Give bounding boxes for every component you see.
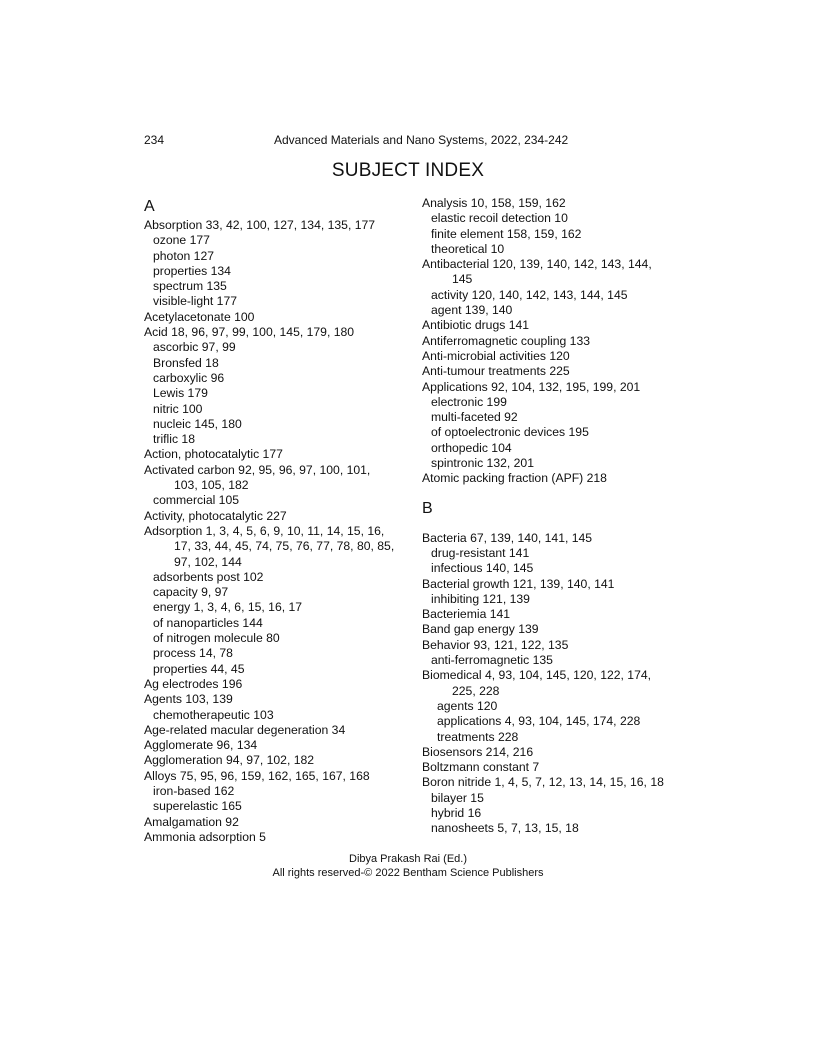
index-subentry: process 14, 78 — [153, 646, 233, 661]
index-subentry: carboxylic 96 — [153, 370, 225, 385]
footer-editor: Dibya Prakash Rai (Ed.) — [349, 853, 467, 865]
index-entry: Amalgamation 92 — [144, 814, 239, 829]
index-entry: Bacteria 67, 139, 140, 141, 145 — [422, 530, 593, 545]
index-subentry: iron-based 162 — [153, 783, 235, 798]
index-entry: Anti-tumour treatments 225 — [422, 364, 570, 379]
index-entry-continuation: 225, 228 — [452, 683, 500, 698]
index-subentry: visible-light 177 — [153, 294, 238, 309]
index-subentry: nucleic 145, 180 — [153, 416, 242, 431]
index-entry: Ammonia adsorption 5 — [144, 829, 266, 844]
index-entry: Activated carbon 92, 95, 96, 97, 100, 101, — [144, 462, 371, 477]
index-entry: Boltzmann constant 7 — [422, 760, 540, 775]
index-subentry: ozone 177 — [153, 233, 210, 248]
index-entry: Acetylacetonate 100 — [144, 309, 255, 324]
index-entry: Applications 92, 104, 132, 195, 199, 201 — [422, 379, 641, 394]
index-subentry: nitric 100 — [153, 401, 203, 416]
index-section-letter: B — [422, 499, 433, 517]
index-subentry: nanosheets 5, 7, 13, 15, 18 — [431, 821, 579, 836]
page-number: 234 — [144, 133, 165, 147]
index-entry: Atomic packing fraction (APF) 218 — [422, 471, 607, 486]
index-entry: Action, photocatalytic 177 — [144, 447, 283, 462]
index-subentry: activity 120, 140, 142, 143, 144, 145 — [431, 287, 628, 302]
index-subentry: of nanoparticles 144 — [153, 615, 263, 630]
index-subentry: agents 120 — [437, 698, 498, 713]
index-column-left — [144, 196, 412, 845]
index-subentry: spintronic 132, 201 — [431, 456, 534, 471]
index-subentry: anti-ferromagnetic 135 — [431, 653, 553, 668]
index-subentry: spectrum 135 — [153, 279, 227, 294]
index-subentry: Bronsfed 18 — [153, 355, 219, 370]
index-entry: Anti-microbial activities 120 — [422, 348, 570, 363]
index-entry: Antibiotic drugs 141 — [422, 318, 530, 333]
index-subentry: theoretical 10 — [431, 241, 505, 256]
index-subentry: hybrid 16 — [431, 805, 482, 820]
index-subentry: elastic recoil detection 10 — [431, 211, 568, 226]
index-subentry: ascorbic 97, 99 — [153, 340, 236, 355]
index-entry: Alloys 75, 95, 96, 159, 162, 165, 167, 168 — [144, 768, 370, 783]
index-entry: Agglomeration 94, 97, 102, 182 — [144, 753, 315, 768]
index-entry: Age-related macular degeneration 34 — [144, 722, 346, 737]
index-entry: Adsorption 1, 3, 4, 5, 6, 9, 10, 11, 14, 15, 16, — [144, 523, 385, 538]
index-subentry: infectious 140, 145 — [431, 561, 534, 576]
index-subentry: treatments 228 — [437, 729, 519, 744]
index-entry: Boron nitride 1, 4, 5, 7, 12, 13, 14, 15, 16, 18 — [422, 775, 664, 790]
index-subentry: chemotherapeutic 103 — [153, 707, 274, 722]
index-entry: Bacteriemia 141 — [422, 607, 511, 622]
index-entry: Agglomerate 96, 134 — [144, 738, 258, 753]
index-subentry: triflic 18 — [153, 432, 195, 447]
index-entry: Biomedical 4, 93, 104, 145, 120, 122, 174, — [422, 668, 652, 683]
index-column-right — [422, 196, 682, 837]
index-subentry: superelastic 165 — [153, 799, 242, 814]
index-spacer — [422, 520, 682, 531]
page-title: SUBJECT INDEX — [331, 160, 485, 181]
running-title: Advanced Materials and Nano Systems, 2022, 234-242 — [274, 133, 569, 147]
footer-rights: All rights reserved-© 2022 Bentham Science Publishers — [272, 867, 544, 879]
index-subentry: energy 1, 3, 4, 6, 15, 16, 17 — [153, 600, 303, 615]
index-subentry: photon 127 — [153, 248, 214, 263]
index-entry: Absorption 33, 42, 100, 127, 134, 135, 177 — [144, 218, 376, 232]
index-subentry: Lewis 179 — [153, 386, 208, 401]
index-entry-continuation: 17, 33, 44, 45, 74, 75, 76, 77, 78, 80, 85, — [174, 539, 395, 554]
index-entry-continuation: 97, 102, 144 — [174, 554, 242, 569]
index-subentry: applications 4, 93, 104, 145, 174, 228 — [437, 714, 641, 729]
index-subentry: orthopedic 104 — [431, 440, 512, 455]
index-entry: Bacterial growth 121, 139, 140, 141 — [422, 576, 615, 591]
index-subentry: capacity 9, 97 — [153, 585, 229, 600]
index-entry: Behavior 93, 121, 122, 135 — [422, 637, 569, 652]
index-entry: Antibacterial 120, 139, 140, 142, 143, 144, — [422, 257, 652, 272]
index-subentry: of optoelectronic devices 195 — [431, 425, 589, 440]
index-subentry: bilayer 15 — [431, 790, 484, 805]
index-subentry: properties 134 — [153, 263, 231, 278]
index-entry: Activity, photocatalytic 227 — [144, 508, 287, 523]
index-subentry: electronic 199 — [431, 394, 507, 409]
index-subentry: properties 44, 45 — [153, 661, 245, 676]
index-entry: Agents 103, 139 — [144, 692, 233, 707]
index-subentry: commercial 105 — [153, 493, 240, 508]
index-subentry: agent 139, 140 — [431, 303, 513, 318]
index-subentry: multi-faceted 92 — [431, 410, 518, 425]
index-entry: Band gap energy 139 — [422, 622, 539, 637]
index-spacer — [422, 487, 682, 498]
index-entry-continuation: 145 — [452, 272, 473, 287]
index-entry: Acid 18, 96, 97, 99, 100, 145, 179, 180 — [144, 325, 355, 340]
index-entry: Antiferromagnetic coupling 133 — [422, 333, 591, 348]
index-subentry: drug-resistant 141 — [431, 545, 530, 560]
index-entry-continuation: 103, 105, 182 — [174, 478, 249, 493]
index-subentry: adsorbents post 102 — [153, 569, 264, 584]
index-entry: Analysis 10, 158, 159, 162 — [422, 196, 566, 210]
index-subentry: inhibiting 121, 139 — [431, 591, 530, 606]
index-section-letter: A — [144, 198, 155, 215]
index-subentry: finite element 158, 159, 162 — [431, 226, 582, 241]
index-subentry: of nitrogen molecule 80 — [153, 631, 280, 646]
index-entry: Ag electrodes 196 — [144, 676, 243, 691]
index-entry: Biosensors 214, 216 — [422, 744, 534, 759]
